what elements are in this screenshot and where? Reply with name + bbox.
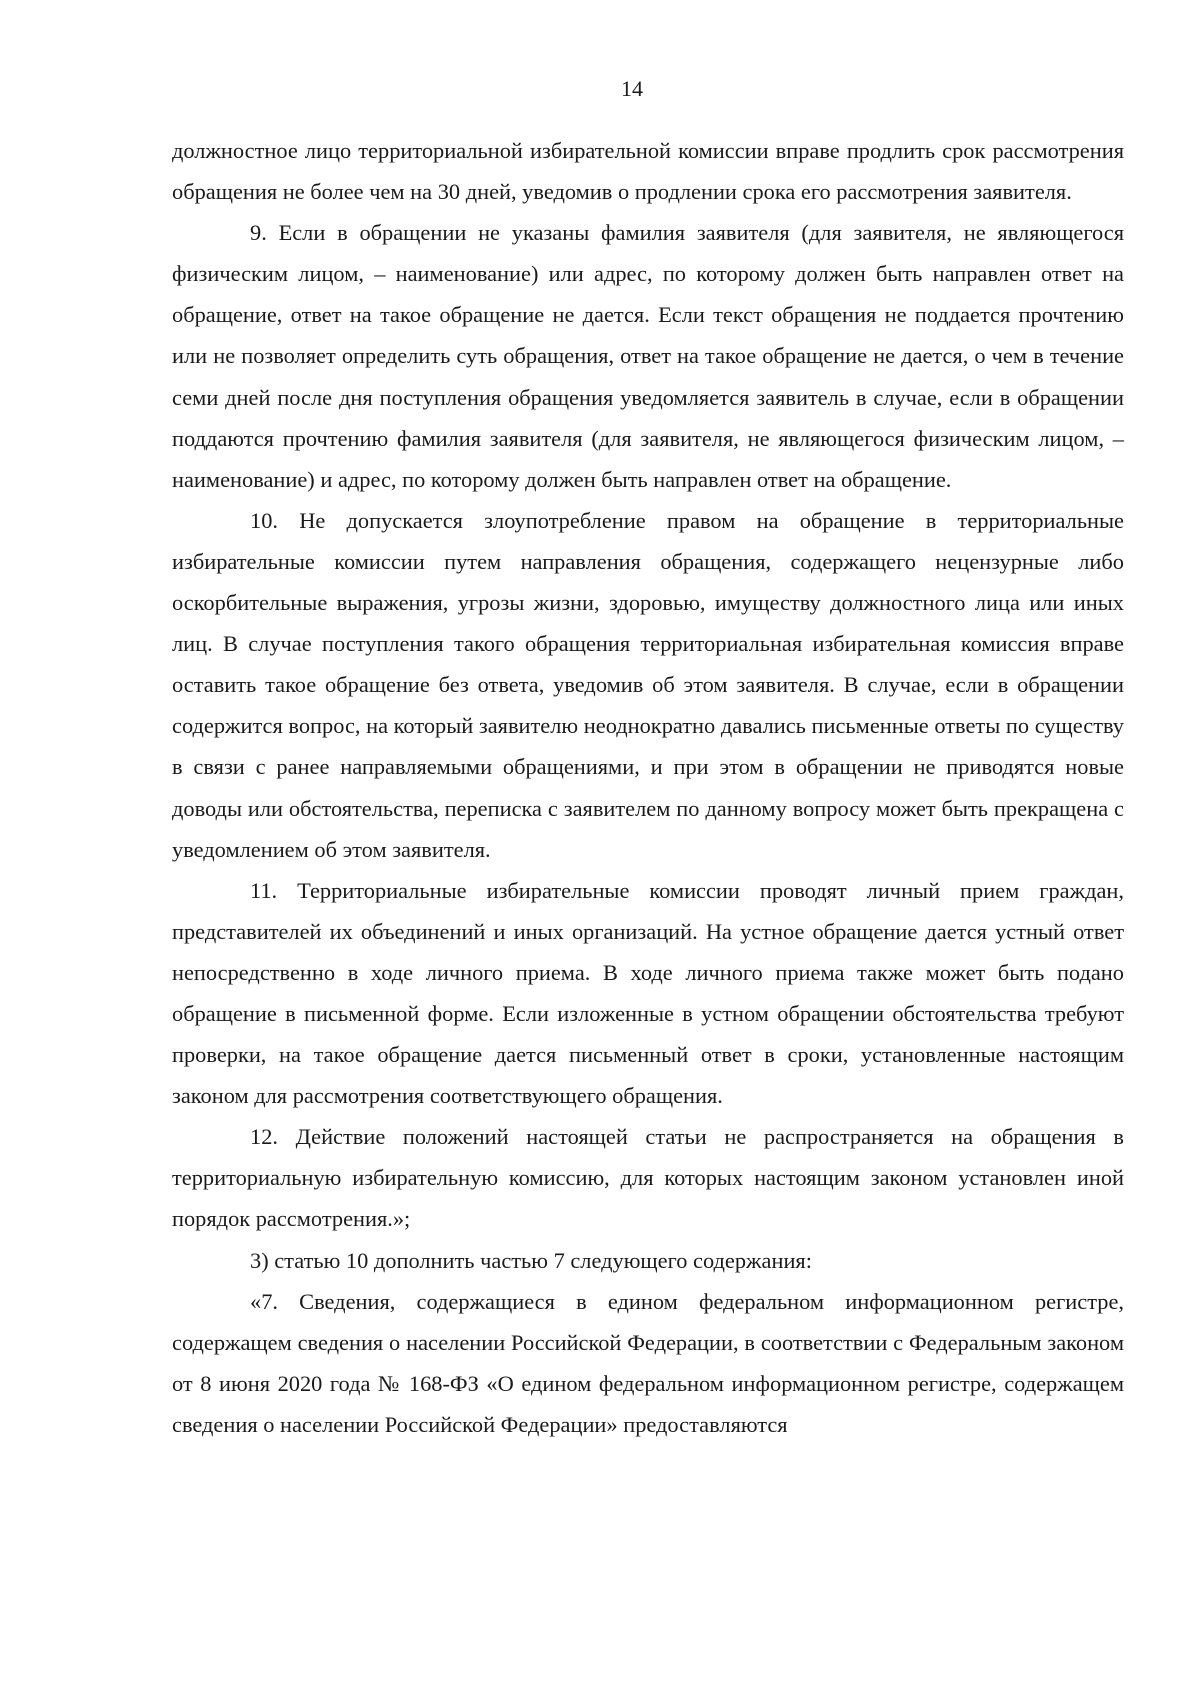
paragraph-item-9: 9. Если в обращении не указаны фамилия заявителя (для заявителя, не являющегося физическим лицом, – наименование) или адрес, по которому должен быть направлен ответ на обращение, ответ на такое обращение не дается. Если текст обращения не поддается прочтению или не позволяет определить суть обращения, ответ на такое обращение не дается, о чем в течение семи дней после дня поступления обращения уведомляется заявитель в случае, если в обращении поддаются прочтению фамилия заявителя (для заявителя, не являющегося физическим лицом, – наименование) и адрес, по которому должен быть направлен ответ на обращение. bbox=[172, 220, 1124, 492]
paragraph-continuation: должностное лицо территориальной избирательной комиссии вправе продлить срок рассмотрения обращения не более чем на 30 дней, уведомив о продлении срока его рассмотрения заявителя. bbox=[172, 138, 1124, 205]
paragraph-part-7: «7. Сведения, содержащиеся в едином федеральном информационном регистре, содержащем сведения о населении Российской Федерации, в соответствии с Федеральным законом от 8 июня 2020 года № 168-ФЗ «О едином федеральном информационном регистре, содержащем сведения о населении Российской Федерации» предоставляются bbox=[172, 1288, 1124, 1437]
paragraph-item-11: 11. Территориальные избирательные комиссии проводят личный прием граждан, представителей их объединений и иных организаций. На устное обращение дается устный ответ непосредственно в ходе личного приема. В ходе личного приема также может быть подано обращение в письменной форме. Если изложенные в устном обращении обстоятельства требуют проверки, на такое обращение дается письменный ответ в сроки, установленные настоящим законом для рассмотрения соответствующего обращения. bbox=[172, 877, 1124, 1109]
paragraph-item-12: 12. Действие положений настоящей статьи не распространяется на обращения в территориальную избирательную комиссию, для которых настоящим законом установлен иной порядок рассмотрения.»; bbox=[172, 1124, 1124, 1232]
document-body bbox=[172, 130, 1124, 1445]
page-number: 14 bbox=[621, 76, 643, 101]
paragraph-item-10: 10. Не допускается злоупотребление правом на обращение в территориальные избирательные комиссии путем направления обращения, содержащего нецензурные либо оскорбительные выражения, угрозы жизни, здоровью, имуществу должностного лица или иных лиц. В случае поступления такого обращения территориальная избирательная комиссия вправе оставить такое обращение без ответа, уведомив об этом заявителя. В случае, если в обращении содержится вопрос, на который заявителю неоднократно давались письменные ответы по существу в связи с ранее направляемыми обращениями, и при этом в обращении не приводятся новые доводы или обстоятельства, переписка с заявителем по данному вопросу может быть прекращена с уведомлением об этом заявителя. bbox=[172, 507, 1124, 862]
paragraph-amendment-3: 3) статью 10 дополнить частью 7 следующего содержания: bbox=[250, 1247, 812, 1273]
